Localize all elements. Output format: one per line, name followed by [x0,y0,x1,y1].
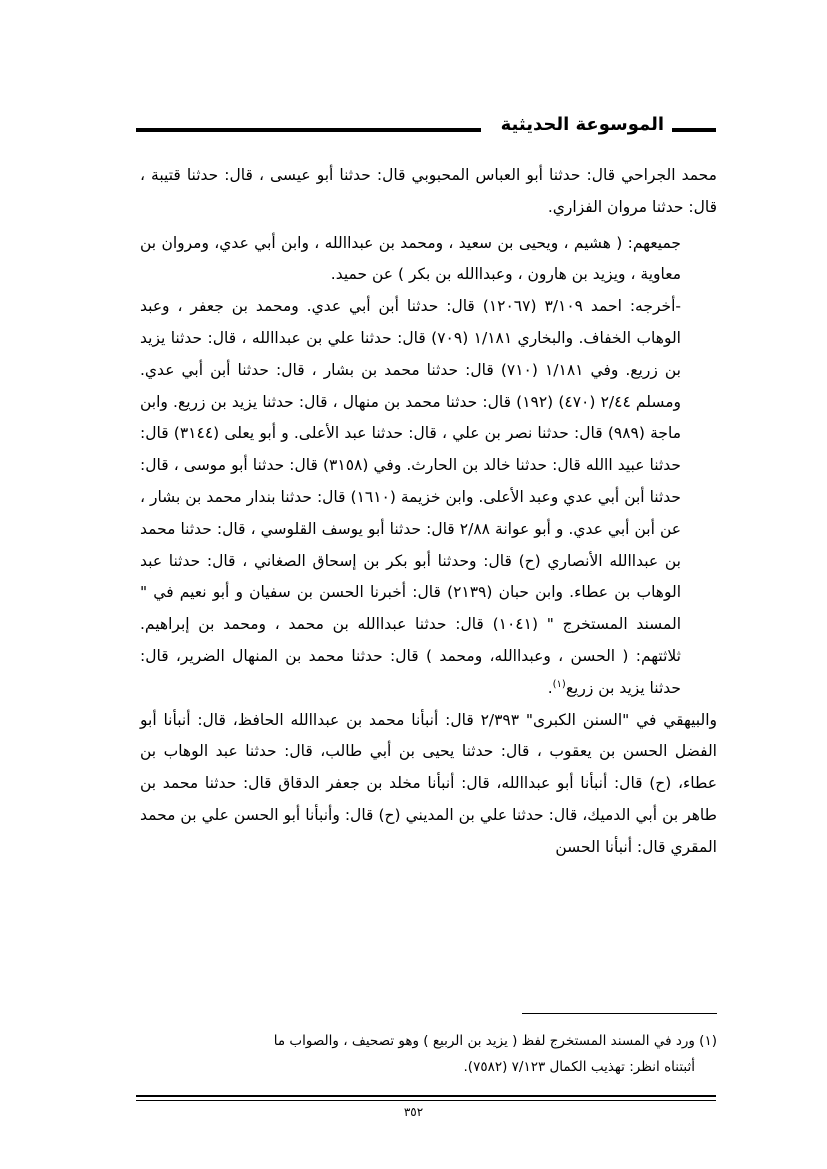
paragraph-4: والبيهقي في "السنن الكبرى" ٢/٣٩٣ قال: أنبأنا محمد بن عبداالله الحافظ، قال: أنبأنا أبو الفضل الحسن بن يعقوب ، قال: حدثنا يحيى بن أبي طالب، قال: حدثنا عبد الوهاب بن عطاء، (ح) قال: أنبأنا أبو عبداالله، قال: أنبأنا مخلد بن جعفر الدقاق قال: حدثنا محمد بن طاهر بن أبي الدميك، قال: حدثنا علي بن المديني (ح) قال: وأنبأنا أبو الحسن علي بن محمد المقري قال: أنبأنا الحسن [140,710,717,856]
bottom-rule-thick [136,1095,716,1097]
footnote-reference: (١) [552,678,566,690]
header-title: الموسوعة الحديثية [500,114,664,135]
paragraph-3-text: -أخرجه: احمد ٣/١٠٩ (١٢٠٦٧) قال: حدثنا أبن أبي عدي. ومحمد بن جعفر ، وعبد الوهاب الخفاف. والبخاري ١/١٨١ (٧٠٩) قال: حدثنا علي بن عبداالله ، قال: حدثنا يزيد بن زريع. وفي ١/١٨١ (٧١٠) قال: حدثنا محمد بن بشار ، قال: حدثنا أبن أبي عدي. ومسلم ٢/٤٤ (٤٧٠) (١٩٢) قال: حدثنا محمد بن منهال ، قال: حدثنا يزيد بن زريع. وابن ماجة (٩٨٩) قال: حدثنا نصر بن علي ، قال: حدثنا عبد الأعلى. و أبو يعلى (٣١٤٤) قال: حدثنا عبيد االله قال: حدثنا خالد بن الحارث. وفي (٣١٥٨) قال: حدثنا أبو موسى ، قال: حدثنا أبن أبي عدي وعبد الأعلى. وابن خزيمة (١٦١٠) قال: حدثنا بندار محمد بن بشار ، عن أبن أبي عدي. و أبو عوانة ٢/٨٨ قال: حدثنا أبو يوسف القلوسي ، قال: حدثنا محمد بن عبداالله الأنصاري (ح) قال: وحدثنا أبو بكر بن إسحاق الصغاني ، قال: حدثنا عبد الوهاب بن عطاء. وابن حبان (٢١٣٩) قال: أخبرنا الحسن بن سفيان و أبو نعيم في " المسند المستخرج " (١٠٤١) قال: حدثنا عبداالله بن محمد ، ومحمد بن إبراهيم. ثلاثتهم: ( الحسن ، وعبداالله، ومحمد ) قال: حدثنا محمد بن المنهال الضرير، قال: حدثنا يزيد بن زريع [140,297,682,697]
footnote-line-2: أثبتناه انظر: تهذيب الكمال ٧/١٢٣ (٧٥٨٢). [463,1059,695,1075]
header-rule-left [136,128,481,132]
paragraph-3 [140,291,717,704]
footnote-separator [522,1013,717,1014]
page-number: ٣٥٢ [403,1105,424,1119]
paragraph-2: جميعهم: ( هشيم ، ويحيى بن سعيد ، ومحمد بن عبداالله ، وابن أبي عدي، ومروان بن معاوية ، ويزيد بن هارون ، وعبداالله بن بكر ) عن حميد. [140,233,681,284]
running-header [136,110,716,140]
footnote [140,1028,717,1080]
body-text [140,160,717,864]
header-rule-right [672,128,716,132]
paragraph-3-end: . [547,678,553,697]
footnote-line-1: (١) ورد في المسند المستخرج لفظ ( يزيد بن الربيع ) وهو تصحيف ، والصواب ما [273,1033,717,1049]
paragraph-1: محمد الجراحي قال: حدثنا أبو العباس المحبوبي قال: حدثنا أبو عيسى ، قال: حدثنا قتيبة ، قال: حدثنا مروان الفزاري. [140,166,717,216]
bottom-rule-thin [136,1100,716,1101]
